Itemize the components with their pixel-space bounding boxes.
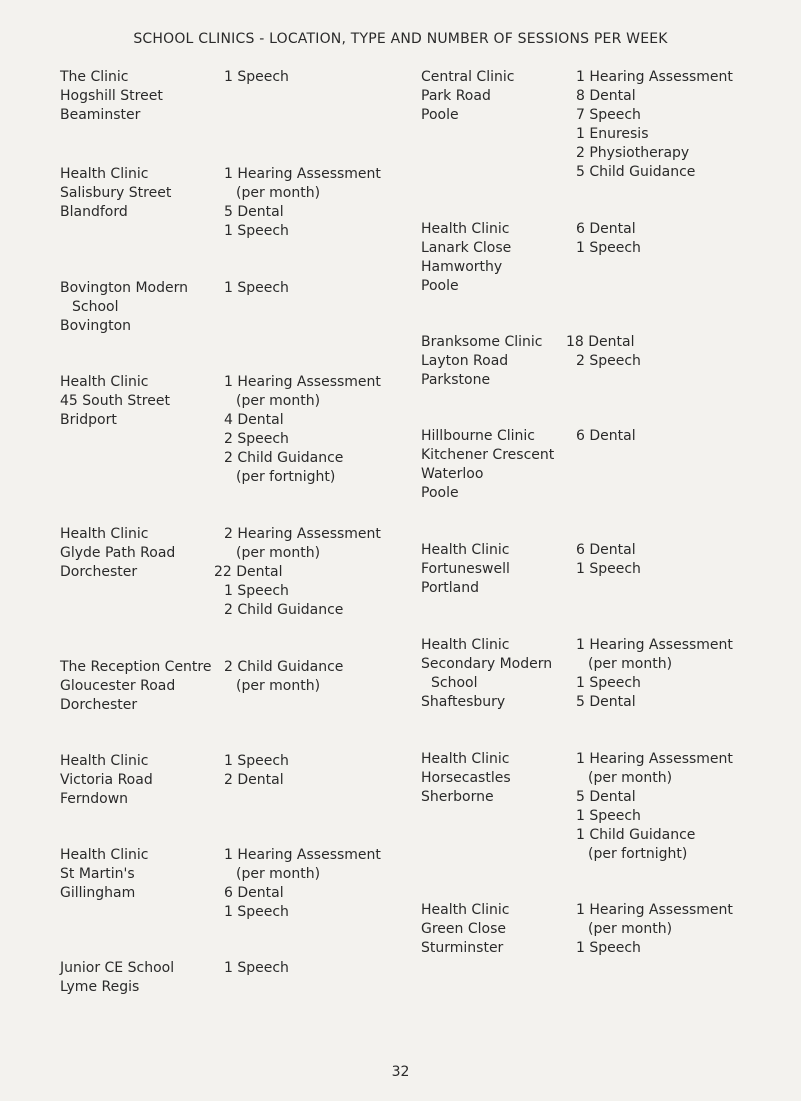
session-line: 2 Speech [224,431,289,447]
clinic-sessions [224,846,381,922]
clinic-sessions [224,752,289,790]
location-line: Health Clinic [421,542,510,558]
location-line: Salisbury Street [60,185,172,201]
session-line: (per month) [236,678,321,694]
location-line: Park Road [421,88,491,104]
clinic-location [60,165,171,222]
clinic-location [60,658,211,715]
clinic-sessions [576,68,733,182]
location-line: Health Clinic [60,374,149,390]
location-line: Bridport [60,412,117,428]
clinic-sessions [224,658,343,696]
session-line: 1 Speech [224,280,289,296]
location-line: Blandford [60,204,128,220]
location-line: Victoria Road [60,772,153,788]
location-line: Bovington Modern [60,280,189,296]
session-line: 22 Dental [214,564,283,580]
session-line: 2 Hearing Assessment [224,526,381,542]
location-line: Health Clinic [421,902,510,918]
location-line: Gloucester Road [60,678,176,694]
location-line: The Reception Centre [60,659,212,675]
location-line: Glyde Path Road [60,545,176,561]
location-line: Hogshill Street [60,88,163,104]
session-line: 1 Speech [224,904,289,920]
session-line: 1 Hearing Assessment [224,374,381,390]
page-number: 32 [391,1064,410,1080]
location-line: Central Clinic [421,69,515,85]
location-line: Hillbourne Clinic [421,428,535,444]
location-line: Poole [421,278,459,294]
session-line: 6 Dental [576,542,636,558]
location-line: Health Clinic [421,637,510,653]
location-line: Green Close [421,921,506,937]
location-line: Dorchester [60,564,138,580]
clinic-location [60,525,175,582]
location-line: St Martin's [60,866,135,882]
location-line: Dorchester [60,697,138,713]
session-line: 2 Child Guidance [224,659,344,675]
location-line: Poole [421,107,459,123]
clinic-location [60,846,148,903]
session-line: (per fortnight) [236,469,336,485]
location-line: Branksome Clinic [421,334,543,350]
location-line: Junior CE School [60,960,175,976]
session-line: (per month) [236,185,321,201]
session-line: 6 Dental [576,221,636,237]
location-line: Fortuneswell [421,561,510,577]
clinic-location [421,541,510,598]
location-line: Portland [421,580,479,596]
session-line: 1 Hearing Assessment [576,69,733,85]
clinic-location [60,68,163,125]
clinic-location [421,220,511,296]
clinic-location [60,373,170,430]
session-line: 2 Speech [576,353,641,369]
location-line: Health Clinic [60,526,149,542]
clinic-sessions [576,636,733,712]
session-line: 1 Hearing Assessment [224,847,381,863]
session-line: 5 Dental [576,789,636,805]
location-line: School [72,299,119,315]
clinic-sessions [224,279,289,298]
location-line: Secondary Modern [421,656,553,672]
session-line: 6 Dental [224,885,284,901]
session-line: 1 Child Guidance [576,827,696,843]
clinic-location [421,427,554,503]
location-line: Layton Road [421,353,509,369]
clinic-sessions [224,959,289,978]
session-line: 7 Speech [576,107,641,123]
location-line: Sherborne [421,789,494,805]
session-line: 2 Physiotherapy [576,145,690,161]
session-line: 8 Dental [576,88,636,104]
session-line: 5 Dental [576,694,636,710]
session-line: 1 Speech [576,675,641,691]
session-line: 1 Speech [576,940,641,956]
clinic-location [421,750,511,807]
session-line: 2 Child Guidance [224,602,344,618]
session-line: 1 Speech [224,69,289,85]
clinic-sessions [224,373,381,487]
location-line: Shaftesbury [421,694,506,710]
session-line: 1 Speech [224,753,289,769]
session-line: 6 Dental [576,428,636,444]
location-line: School [431,675,478,691]
session-line: 5 Child Guidance [576,164,696,180]
clinic-location [60,279,188,336]
location-line: Hamworthy [421,259,503,275]
location-line: Gillingham [60,885,136,901]
clinic-location [421,333,543,390]
location-line: Health Clinic [60,847,149,863]
session-line: 1 Enuresis [576,126,649,142]
clinic-sessions [576,427,636,446]
session-line: (per month) [588,921,673,937]
session-line: (per month) [588,656,673,672]
location-line: 45 South Street [60,393,170,409]
session-line: 4 Dental [224,412,284,428]
session-line: 1 Speech [576,240,641,256]
session-line: 5 Dental [224,204,284,220]
page-title: SCHOOL CLINICS - LOCATION, TYPE AND NUMBER OF SESSIONS PER WEEK [133,31,668,47]
session-line: 1 Hearing Assessment [576,637,733,653]
clinic-sessions [224,68,289,87]
session-line: 1 Hearing Assessment [576,751,733,767]
clinic-sessions [214,525,381,620]
session-line: (per month) [236,393,321,409]
location-line: The Clinic [60,69,129,85]
session-line: 1 Hearing Assessment [224,166,381,182]
clinic-location [421,636,552,712]
location-line: Waterloo [421,466,484,482]
location-line: Health Clinic [60,166,149,182]
location-line: Health Clinic [421,751,510,767]
session-line: 1 Hearing Assessment [576,902,733,918]
session-line: 2 Child Guidance [224,450,344,466]
session-line: (per fortnight) [588,846,688,862]
session-line: 1 Speech [224,960,289,976]
session-line: 1 Speech [576,561,641,577]
location-line: Horsecastles [421,770,511,786]
clinic-sessions [566,333,641,371]
location-line: Ferndown [60,791,129,807]
clinic-sessions [224,165,381,241]
location-line: Health Clinic [60,753,149,769]
clinic-sessions [576,541,641,579]
location-line: Bovington [60,318,132,334]
clinic-sessions [576,901,733,958]
location-line: Beaminster [60,107,141,123]
clinic-location [60,959,174,997]
clinic-sessions [576,220,641,258]
clinic-location [421,68,514,125]
location-line: Lanark Close [421,240,512,256]
clinic-sessions [576,750,733,864]
session-line: 1 Speech [224,223,289,239]
location-line: Lyme Regis [60,979,140,995]
session-line: (per month) [236,866,321,882]
clinic-location [421,901,509,958]
session-line: 1 Speech [576,808,641,824]
session-line: 1 Speech [224,583,289,599]
location-line: Poole [421,485,459,501]
session-line: 18 Dental [566,334,635,350]
session-line: 2 Dental [224,772,284,788]
session-line: (per month) [236,545,321,561]
location-line: Health Clinic [421,221,510,237]
session-line: (per month) [588,770,673,786]
location-line: Parkstone [421,372,491,388]
location-line: Sturminster [421,940,504,956]
clinic-location [60,752,153,809]
location-line: Kitchener Crescent [421,447,555,463]
